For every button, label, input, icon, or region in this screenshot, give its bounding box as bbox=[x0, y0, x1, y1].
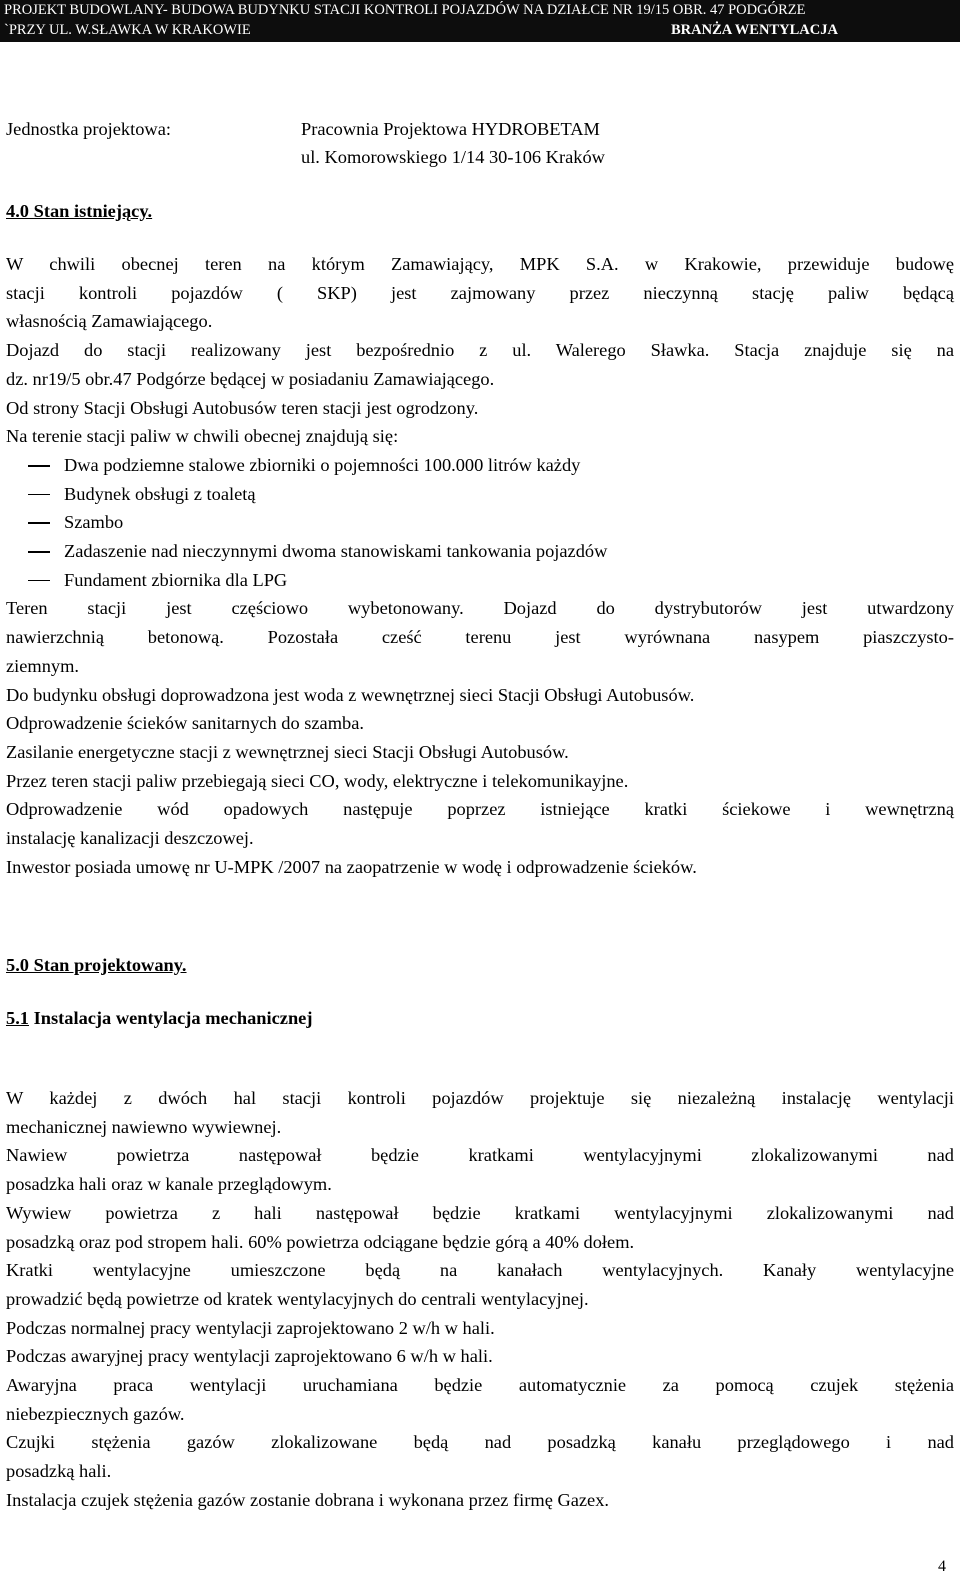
rain-line-2: instalację kanalizacji deszczowej. bbox=[6, 828, 254, 849]
intro-line-1: W chwili obecnej teren na którym Zamawiający, MPK S.A. w Krakowie, przewiduje budowę bbox=[6, 254, 954, 274]
design-unit-address: ul. Komorowskiego 1/14 30-106 Kraków bbox=[301, 147, 605, 167]
list-item: Dwa podziemne stalowe zbiorniki o pojemności 100.000 litrów każdy bbox=[6, 451, 954, 480]
section-4-heading: 4.0 Stan istniejący. bbox=[6, 201, 153, 221]
ventilation-p7-line-1: Awaryjna praca wentylacji uruchamiana będzie automatycznie za pomocą czujek stężenia bbox=[6, 1375, 954, 1396]
ventilation-p7-line-2: niebezpiecznych gazów. bbox=[6, 1403, 185, 1424]
list-item: Fundament zbiornika dla LPG bbox=[6, 566, 954, 595]
ventilation-p6: Podczas awaryjnej pracy wentylacji zaprojektowano 6 w/h w hali. bbox=[6, 1346, 493, 1367]
list-item: Szambo bbox=[6, 508, 954, 537]
ventilation-p4-line-1: Kratki wentylacyjne umieszczone będą na kanałach wentylacyjnych. Kanały wentylacyjne bbox=[6, 1260, 954, 1281]
dash-bullet-icon bbox=[28, 522, 50, 524]
access-line-2: dz. nr19/5 obr.47 Podgórze będącej w posiadaniu Zamawiającego. bbox=[6, 368, 495, 389]
intro-line-2: stacji kontroli pojazdów ( SKP) jest zajmowany przez nieczynną stację paliw będącą bbox=[6, 282, 954, 303]
section-5-1-title: Instalacja wentylacja mechanicznej bbox=[29, 1008, 313, 1028]
list-intro: Na terenie stacji paliw w chwili obecnej znajdują się: bbox=[6, 426, 399, 447]
ventilation-p1-line-2: mechanicznej nawiewno wywiewnej. bbox=[6, 1116, 282, 1137]
section-5-body bbox=[6, 1084, 954, 1515]
dash-bullet-icon bbox=[28, 580, 50, 582]
ventilation-p2-line-2: posadzka hali oraz w kanale przeglądowym. bbox=[6, 1174, 332, 1195]
dash-bullet-icon bbox=[28, 551, 50, 553]
ventilation-p8-line-1: Czujki stężenia gazów zlokalizowane będą nad posadzką kanału przeglądowego i nad bbox=[6, 1432, 954, 1453]
ventilation-p5: Podczas normalnej pracy wentylacji zaprojektowano 2 w/h w hali. bbox=[6, 1317, 495, 1338]
list-item: Zadaszenie nad nieczynnymi dwoma stanowiskami tankowania pojazdów bbox=[6, 537, 954, 566]
ventilation-p8-line-2: posadzką hali. bbox=[6, 1461, 112, 1482]
header-project-title: PROJEKT BUDOWLANY- BUDOWA BUDYNKU STACJI KONTROLI POJAZDÓW NA DZIAŁCE NR 19/15 OBR. 47 PODGÓRZE bbox=[4, 2, 806, 18]
surface-line-3: ziemnym. bbox=[6, 655, 80, 676]
ventilation-p2-line-1: Nawiew powietrza następował będzie kratkami wentylacyjnymi zlokalizowanymi nad bbox=[6, 1145, 954, 1166]
water-paragraph: Do budynku obsługi doprowadzona jest woda z wewnętrznej sieci Stacji Obsługi Autobusów. bbox=[6, 684, 695, 705]
existing-items-list bbox=[6, 451, 954, 595]
design-unit-name: Pracownia Projektowa HYDROBETAM bbox=[301, 119, 600, 139]
access-line-1: Dojazd do stacji realizowany jest bezpośrednio z ul. Walerego Sławka. Stacja znajduje się na bbox=[6, 340, 954, 361]
fence-paragraph: Od strony Stacji Obsługi Autobusów teren stacji jest ogrodzony. bbox=[6, 397, 479, 418]
section-5-1-heading bbox=[6, 1004, 312, 1032]
sewage-paragraph: Odprowadzenie ścieków sanitarnych do szamba. bbox=[6, 713, 364, 734]
surface-line-2: nawierzchnią betonową. Pozostała cześć terenu jest wyrównana nasypem piaszczysto- bbox=[6, 627, 954, 648]
ventilation-p1-line-1: W każdej z dwóch hal stacji kontroli pojazdów projektuje się niezależną instalację wentylacji bbox=[6, 1088, 954, 1108]
intro-line-3: własnością Zamawiającego. bbox=[6, 311, 213, 332]
networks-paragraph: Przez teren stacji paliw przebiegają sieci CO, wody, elektryczne i telekomunikayjne. bbox=[6, 770, 629, 791]
ventilation-p3-line-1: Wywiew powietrza z hali następował będzie kratkami wentylacyjnymi zlokalizowanymi nad bbox=[6, 1202, 954, 1223]
design-unit-label: Jednostka projektowa: bbox=[6, 119, 171, 139]
page-header bbox=[0, 0, 960, 42]
design-unit-details bbox=[301, 115, 605, 171]
header-project-location: `PRZY UL. W.SŁAWKA W KRAKOWIE bbox=[4, 22, 251, 38]
ventilation-p4-line-2: prowadzić będą powietrze od kratek wentylacyjnych do centrali wentylacyjnej. bbox=[6, 1288, 589, 1309]
ventilation-p9: Instalacja czujek stężenia gazów zostanie dobrana i wykonana przez firmę Gazex. bbox=[6, 1489, 610, 1510]
list-item: Budynek obsługi z toaletą bbox=[6, 480, 954, 509]
section-4-body bbox=[6, 250, 954, 881]
surface-line-1: Teren stacji jest częściowo wybetonowany. Dojazd do dystrybutorów jest utwardzony bbox=[6, 598, 954, 619]
dash-bullet-icon bbox=[28, 494, 50, 496]
rain-line-1: Odprowadzenie wód opadowych następuje poprzez istniejące kratki ściekowe i wewnętrzną bbox=[6, 799, 954, 820]
page-number: 4 bbox=[938, 1558, 946, 1575]
header-branch: BRANŻA WENTYLACJA bbox=[671, 22, 838, 38]
section-5-1-number: 5.1 bbox=[6, 1008, 29, 1028]
agreement-paragraph: Inwestor posiada umowę nr U-MPK /2007 na zaopatrzenie w wodę i odprowadzenie ścieków. bbox=[6, 856, 697, 877]
section-5-heading: 5.0 Stan projektowany. bbox=[6, 955, 187, 975]
dash-bullet-icon bbox=[28, 465, 50, 467]
power-paragraph: Zasilanie energetyczne stacji z wewnętrznej sieci Stacji Obsługi Autobusów. bbox=[6, 741, 569, 762]
ventilation-p3-line-2: posadzką oraz pod stropem hali. 60% powietrza odciągane będzie górą a 40% dołem. bbox=[6, 1231, 635, 1252]
